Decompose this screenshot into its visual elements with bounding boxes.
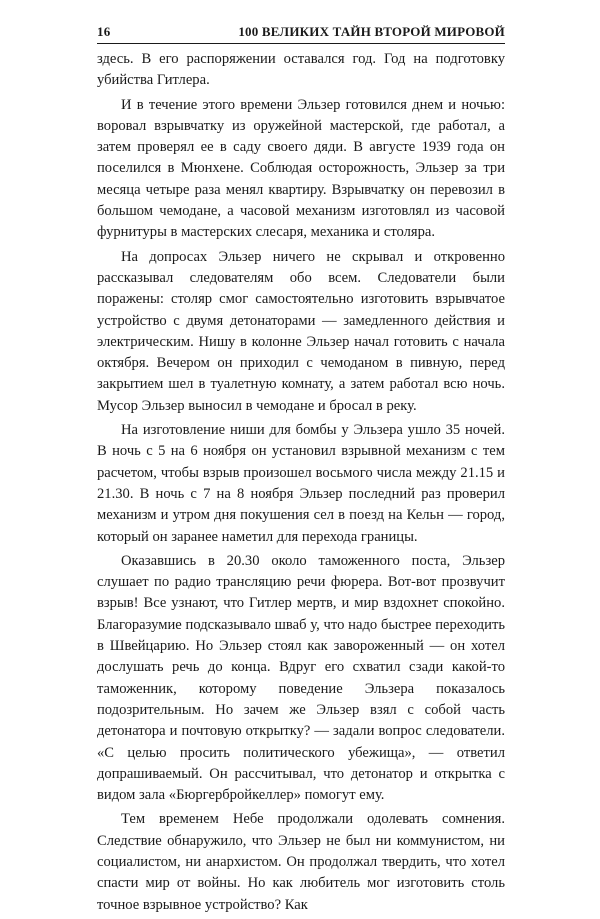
paragraph-2: И в течение этого времени Эльзер готовился днем и ночью: воровал взрывчатку из оружейной мастерской, где работал, а затем проверял ее в саду своего дяди. В августе 1939 года он поселился в Мюнхене. Соблюдая осторожность, Эльзер за три месяца четыре раза менял квартиру. Взрывчатку он перевозил в большом чемодане, а часовой механизм изготовлял из часовой фурнитуры в мастерских слесаря, механика и столяра. (97, 96, 505, 241)
book-title: 100 ВЕЛИКИХ ТАЙН ВТОРОЙ МИРОВОЙ (238, 24, 505, 39)
paragraph-4: На изготовление ниши для бомбы у Эльзера ушло 35 ночей. В ночь с 5 на 6 ноября он установил взрывной механизм с тем расчетом, чтобы взрыв произошел восьмого числа между 21.15 и 21.30. В ночь с 7 на 8 ноября Эльзер последний раз проверил механизм и утром дня покушения сел в поезд на Кельн — город, который он заранее наметил для перехода границы. (97, 422, 505, 545)
paragraph-1: здесь. В его распоряжении оставался год. Год на подготовку убийства Гитлера. (97, 51, 505, 89)
header-rule (97, 43, 505, 44)
body-text (97, 49, 505, 919)
paragraph-5: Оказавшись в 20.30 около таможенного поста, Эльзер слушает по радио трансляцию речи фюрера. Вот-вот прозвучит взрыв! Все узнают, что Гитлер мертв, и мир вздохнет спокойно. Благоразумие подсказывало шваб у, что надо быстрее переходить в Швейцарию. Но Эльзер стоял как завороженный — он хотел дослушать речь до конца. Вдруг его схватил сзади какой-то таможенник, которому поведение Эльзера показалось подозрительным. Но зачем же Эльзер взял с собой часть детонатора и почтовую открытку? — задали вопрос следователи. «С целью просить политического убежища», — ответил допрашиваемый. Он рассчитывал, что детонатор и открытка с видом зала «Бюргербройкеллер» помогут ему. (97, 552, 505, 804)
running-head (97, 24, 505, 40)
paragraph-6: Тем временем Небе продолжали одолевать сомнения. Следствие обнаружило, что Эльзер не был ни коммунистом, ни социалистом, ни анархистом. Он продолжал твердить, что хотел спасти мир от войны. Но как любитель мог изготовить столь точное взрывное устройство? Как (97, 811, 505, 913)
page-number: 16 (97, 24, 111, 39)
paragraph-3: На допросах Эльзер ничего не скрывал и откровенно рассказывал следователям обо всем. Следователи были поражены: столяр смог самостоятельно изготовить взрывчатое устройство с двумя детонаторами — замедленного действия и электрическим. Нишу в колонне Эльзер начал готовить с начала октября. Вечером он приходил с чемоданом в пивную, перед закрытием шел в туалетную комнату, а затем работал всю ночь. Мусор Эльзер выносил в чемодане и бросал в реку. (97, 248, 505, 414)
